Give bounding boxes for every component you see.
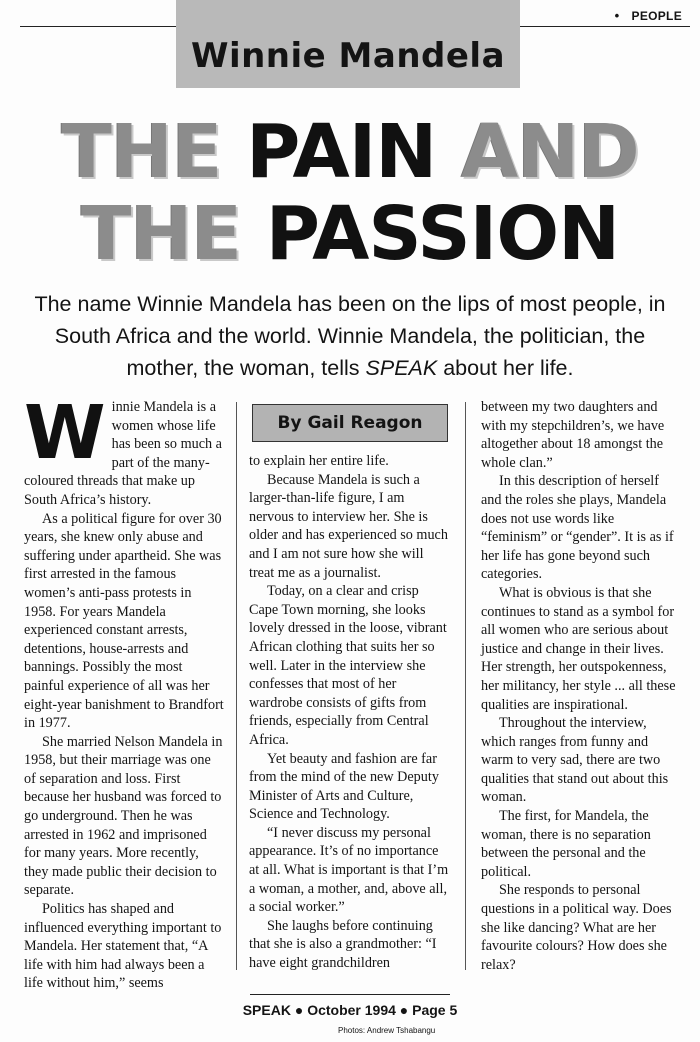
drop-cap: W (24, 390, 106, 476)
column-divider-2 (465, 402, 466, 970)
paragraph: The first, for Mandela, the woman, there is no separation between the personal and the political. (481, 808, 651, 880)
lead-text: innie Mandela is a women whose life has been so much a part of the many-coloured threads that make up South Africa’s history. (24, 399, 222, 508)
paragraph-continuation: between my two daughters and with my stepchildren’s, we have altogether about 18 amongst the whole clan.” (481, 399, 665, 471)
byline: By Gail Reagon (277, 413, 423, 433)
section-label: PEOPLE (631, 9, 682, 23)
headline-word-the-2: THE (80, 191, 241, 277)
paragraph: As a political figure for over 30 years, she knew only abuse and suffering under apartheid. She was first arrested in the famous women’s anti-pass protests in 1958. For years Mandela experienced constant arrests, detentions, house-arrests and bannings. Possibly the most painful experience of all was her eight-year banishment to Brandfort in 1977. (24, 510, 224, 732)
top-rule-left (20, 26, 176, 27)
headline-word-passion: PASSION (265, 191, 620, 277)
paragraph: Yet beauty and fashion are far from the mind of the new Deputy Minister of Arts and Culture, Science and Technology. (249, 750, 439, 823)
paragraph: Politics has shaped and influenced everything important to Mandela. Her statement that, “A life with him had always been a life without him,” seems (24, 901, 222, 992)
headline-line-1 (0, 109, 700, 195)
paragraph: Today, on a clear and crisp Cape Town morning, she looks lovely dressed in the loose, vibrant African clothing that suits her so well. Later in the interview she confesses that most of her wardrobe consists of gifts from friends, especially from Central Africa. (249, 583, 447, 748)
paragraph: She responds to personal questions in a political way. Does she like dancing? What are her favourite colours? How does she relax? (481, 882, 672, 973)
paragraph: Because Mandela is such a larger-than-life figure, I am nervous to interview her. She is older and has experienced so much and I am not sure how she will treat me as a journalist. (249, 471, 448, 581)
page-footer: SPEAK ● October 1994 ● Page 5 (242, 1002, 458, 1018)
name-banner-text: Winnie Mandela (190, 36, 506, 76)
article-column-3 (481, 398, 681, 974)
section-bullet: • (614, 8, 620, 23)
paragraph: “I never discuss my personal appearance. It’s of no importance at all. What is important is that I’m a woman, a mother, and, above all, a social worker.” (249, 824, 449, 916)
lead-paragraph (24, 390, 224, 510)
standfirst-end: about her life. (443, 356, 574, 380)
byline-box (252, 404, 448, 442)
headline-word-the: THE (61, 109, 222, 195)
headline-word-and: AND (461, 109, 639, 195)
photo-credit: Photos: Andrew Tshabangu (338, 1026, 436, 1035)
top-rule-right (520, 26, 690, 27)
article-column-2 (249, 452, 449, 973)
paragraph: She laughs before continuing that she is also a grandmother: “I have eight grandchildren (249, 917, 437, 972)
headline-line-2 (0, 191, 700, 277)
headline-word-pain: PAIN (246, 109, 437, 195)
standfirst-magazine: SPEAK (365, 356, 438, 380)
column-divider-1 (236, 402, 237, 970)
paragraph: Throughout the interview, which ranges from funny and warm to very sad, there are two qualities that stand out about this woman. (481, 715, 669, 806)
paragraph-continuation: to explain her entire life. (249, 453, 389, 469)
article-column-1 (24, 390, 224, 993)
footer-rule (250, 994, 450, 995)
paragraph: In this description of herself and the roles she plays, Mandela does not use words like “feminism” or “gender”. It is as if her life has gone beyond such categories. (481, 473, 674, 583)
standfirst (20, 288, 680, 384)
name-banner (176, 0, 520, 88)
standfirst-text: The name Winnie Mandela has been on the lips of most people, in South Africa and the world. Winnie Mandela, the politician, the mother, the woman, tells (34, 292, 666, 380)
section-tag (615, 8, 682, 23)
paragraph: What is obvious is that she continues to stand as a symbol for all women who are serious about justice and change in their lives. Her strength, her outspokenness, her militancy, her style ... all these qualities are inspirational. (481, 584, 676, 713)
paragraph: She married Nelson Mandela in 1958, but their marriage was one of separation and loss. First because her husband was forced to go underground. Then he was arrested in 1962 and imprisoned for many years. More recently, they made public their decision to separate. (24, 733, 223, 899)
